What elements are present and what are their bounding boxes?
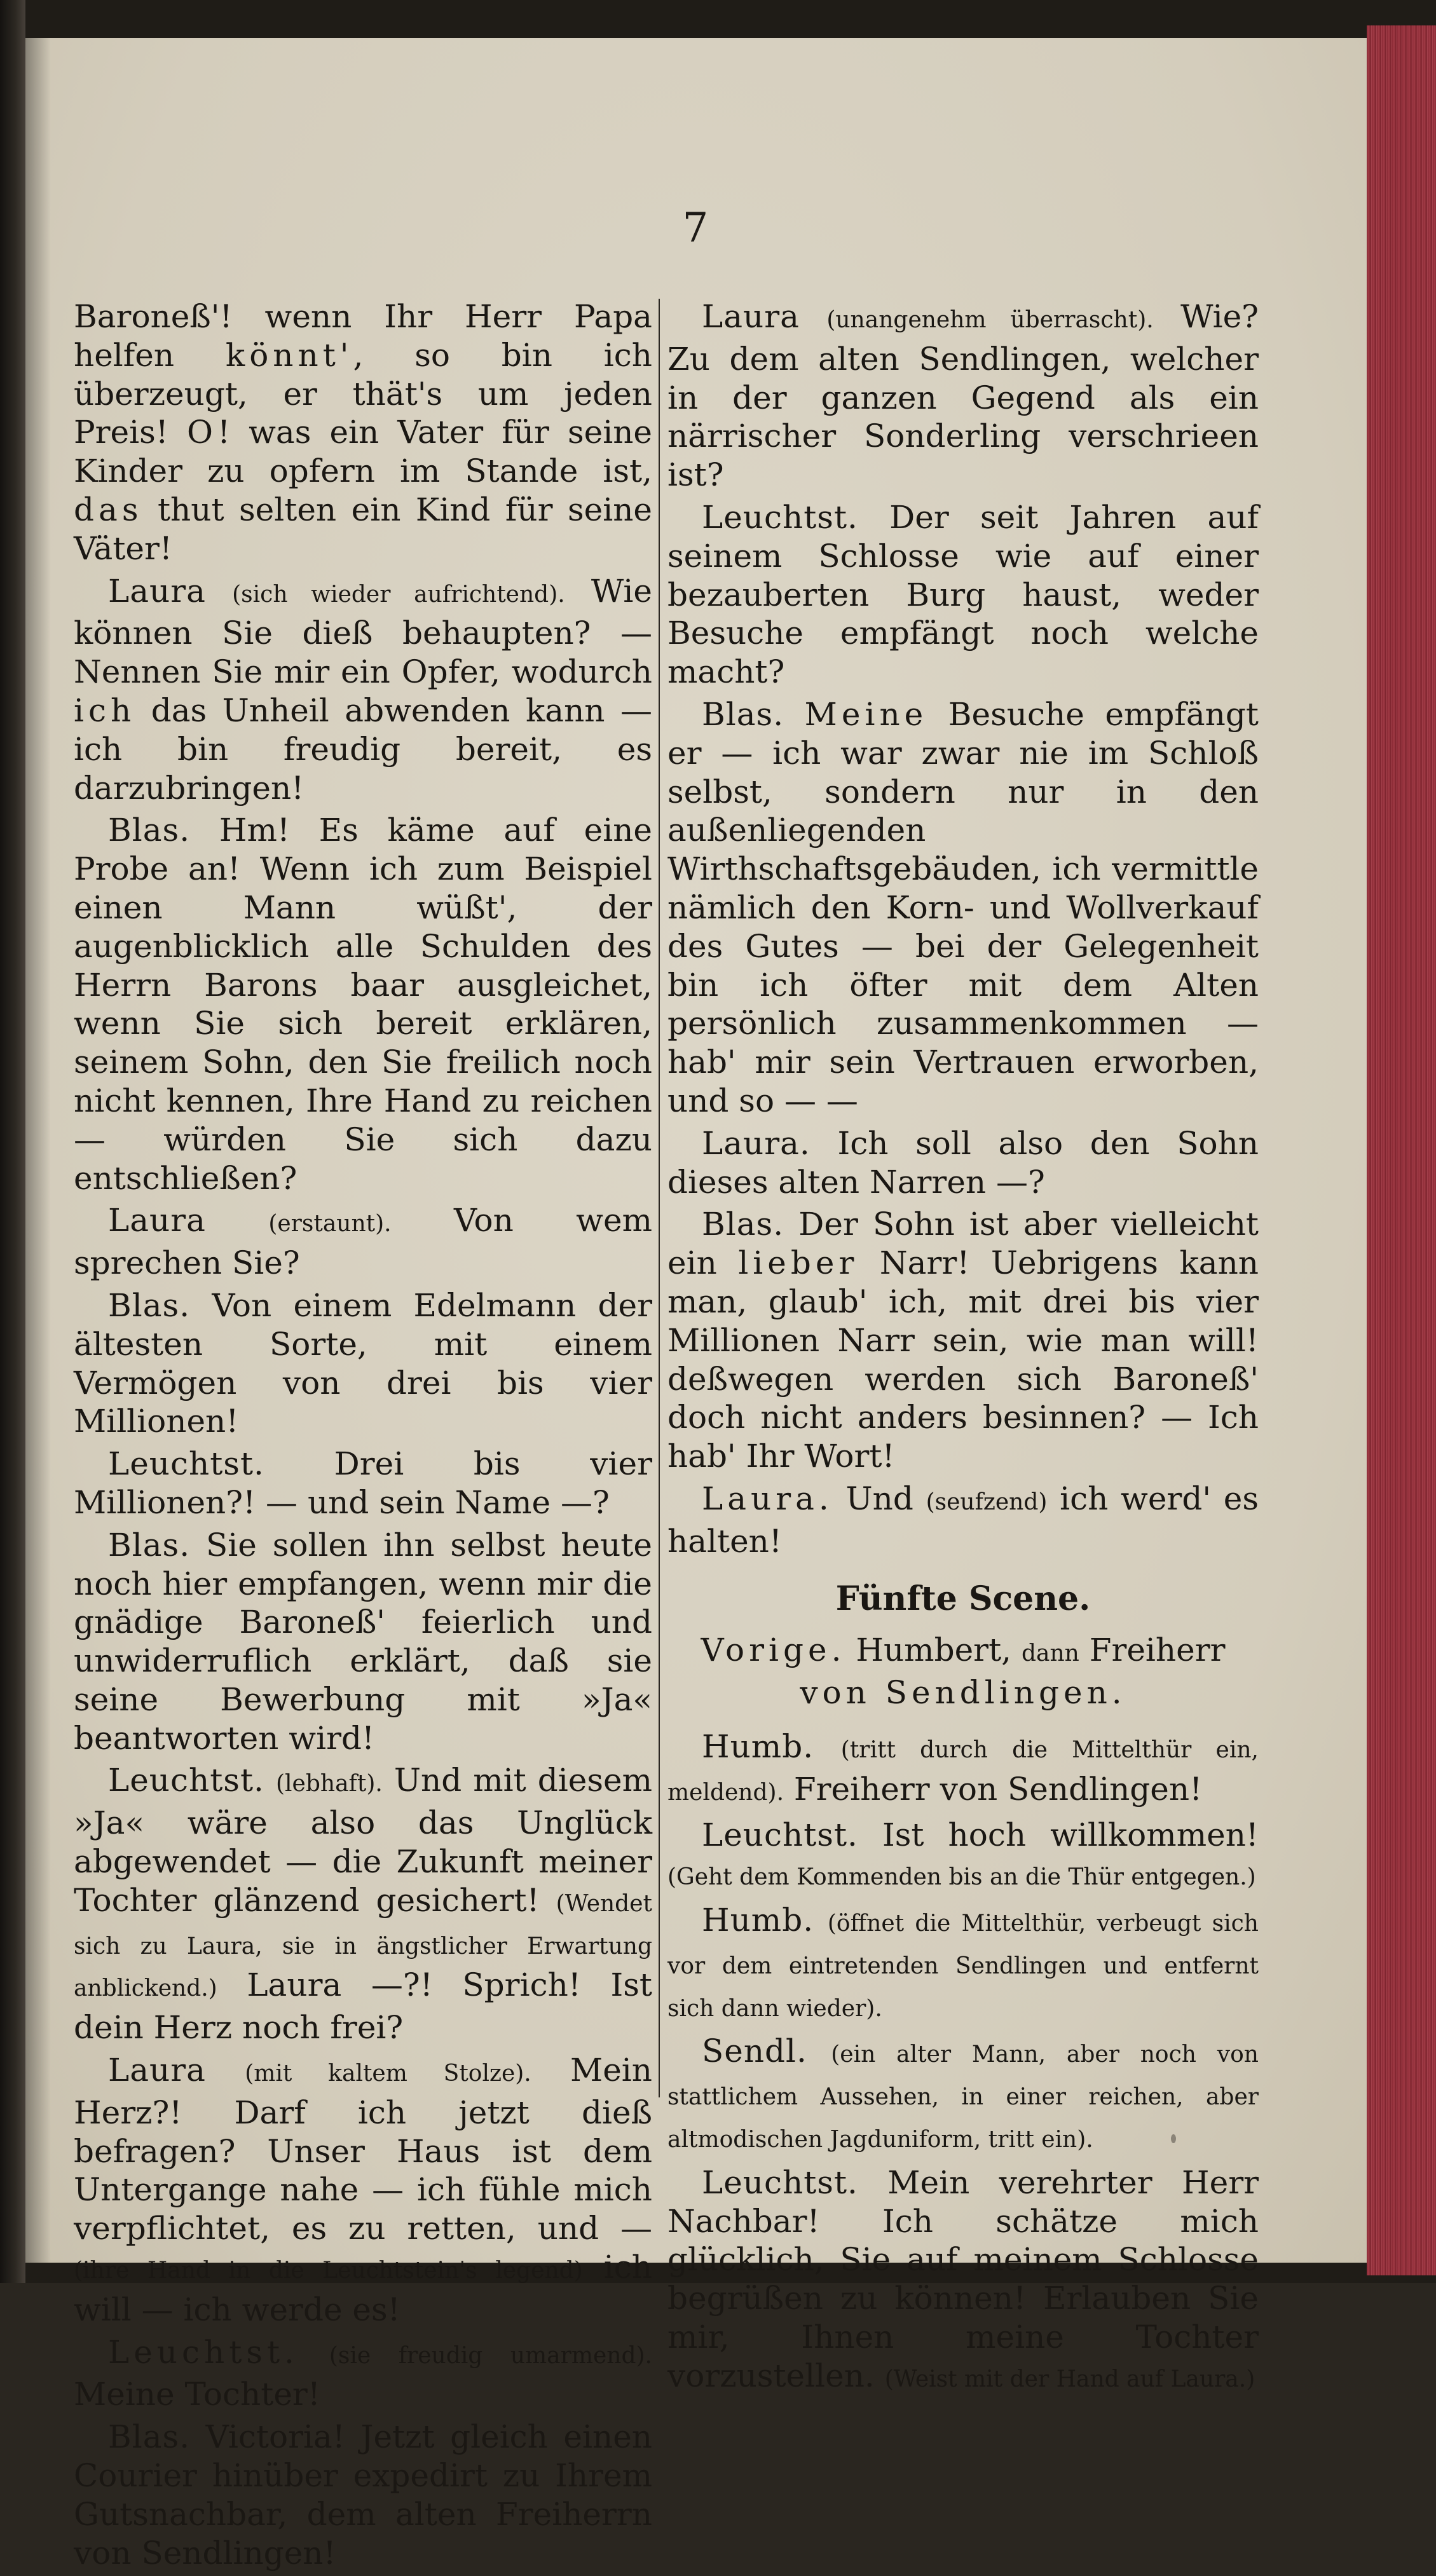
stage-direction: (sie freudig umarmend). xyxy=(329,2342,652,2369)
stage-direction: (Wendet sich zu Laura, sie in ängstlicher Erwartung anblickend.) xyxy=(74,1890,652,2002)
speaker-name: Blas. xyxy=(108,812,191,849)
speech-text: Der seit Jahren auf seinem Schlosse wie auf einer bezauberten Burg haust, weder Besuche empfängt noch welche macht? xyxy=(667,498,1259,691)
cast-name: von Sendlingen. xyxy=(800,1674,1126,1712)
speech-text: Drei bis vier Millionen?! — und sein Name —? xyxy=(74,1445,652,1521)
dialogue-blas xyxy=(74,2418,652,2572)
speaker-name: Leuchtst. xyxy=(702,2164,858,2201)
stage-direction: (ein alter Mann, aber noch von stattlichem Aussehen, in einer reichen, aber altmodischen Jagduniform, tritt ein). xyxy=(667,2041,1259,2153)
dialogue-blas xyxy=(667,1205,1259,1476)
left-column xyxy=(74,297,652,2576)
stage-direction: (Geht dem Kommenden bis an die Thür entgegen.) xyxy=(667,1864,1256,1891)
speaker-name: Laura xyxy=(702,298,800,335)
speaker-name: Leuchtst. xyxy=(702,498,858,536)
dialogue-blas xyxy=(74,1286,652,1441)
speech-text: ich werd' es halten! xyxy=(667,1480,1259,1560)
cast-previous: Vorige. xyxy=(701,1632,846,1669)
speaker-name: Humb. xyxy=(702,1728,814,1765)
speaker-name: Leuchtst. xyxy=(108,1445,264,1483)
text: ! was ein Vater für seine Kinder zu opfern im Stande ist, xyxy=(74,414,652,490)
speaker-name: Leuchtst. xyxy=(108,1762,264,1799)
speech-text: Freiherr von Sendlingen! xyxy=(784,1770,1203,1808)
speech-text: das Unheil abwenden kann — ich bin freudig bereit, es darzubringen! xyxy=(74,692,652,807)
spaced-word: könnt' xyxy=(225,336,353,374)
dialogue-humbert xyxy=(667,1728,1259,1813)
page-number: 7 xyxy=(682,205,710,252)
stage-direction: (öffnet die Mittelthür, verbeugt sich vor dem eintretenden Sendlingen und entfernt sich dann wieder). xyxy=(667,1911,1259,2022)
gutter-shadow xyxy=(25,38,51,2263)
spaced-word: O xyxy=(186,414,217,451)
spaced-word: Meine xyxy=(804,695,928,733)
stage-direction: (ihre Hand in die Leuchtstein's legend) xyxy=(74,2258,583,2284)
dialogue-sendlingen xyxy=(667,2032,1259,2159)
stage-direction: (Weist mit der Hand auf Laura.) xyxy=(884,2366,1255,2392)
speech-text: Meine Tochter! xyxy=(74,2376,320,2413)
speech-text: Wie können Sie dieß behaupten? — Nennen Sie mir ein Opfer, wodurch xyxy=(74,572,652,691)
speech-text: Der Sohn ist aber vielleicht ein xyxy=(667,1206,1259,1282)
spaced-word: das xyxy=(74,491,143,528)
dialogue-blas xyxy=(667,695,1259,1121)
speaker-name: Laura xyxy=(108,2052,206,2089)
speech-text: Von wem sprechen Sie? xyxy=(74,1202,652,1282)
stage-direction: (erstaunt). xyxy=(268,1211,392,1237)
paragraph-continuation xyxy=(74,297,652,568)
page-block-edge xyxy=(1367,25,1436,2275)
text: thut selten ein Kind für seine Väter! xyxy=(74,491,652,567)
dialogue-laura xyxy=(667,1124,1259,1202)
speech-text: Narr! Uebrigens kann man, glaub' ich, mit drei bis vier Millionen Narr sein, wie man will! deßwegen werden sich Baroneß' doch nicht anders besinnen? — Ich hab' Ihr Wort! xyxy=(667,1244,1259,1475)
speaker-name: Laura. xyxy=(702,1480,833,1517)
previous-page-edge xyxy=(0,0,25,2283)
stage-direction: (sich wieder aufrichtend). xyxy=(232,581,565,608)
stage-direction: (tritt durch die Mittelthür ein, meldend). xyxy=(667,1736,1259,1806)
dialogue-laura xyxy=(667,297,1259,494)
spaced-word: lieber xyxy=(738,1244,859,1282)
dialogue-blas xyxy=(74,1526,652,1758)
speech-text: Von einem Edelmann der ältesten Sorte, mit einem Vermögen von drei bis vier Millionen! xyxy=(74,1286,652,1440)
dialogue-laura xyxy=(74,1201,652,1283)
speaker-name: Laura xyxy=(108,1202,206,1239)
speech-text: Ist hoch willkommen! xyxy=(858,1816,1259,1854)
dialogue-humbert xyxy=(667,1901,1259,2028)
speech-text: Und xyxy=(833,1480,926,1517)
speech-text xyxy=(784,696,805,733)
speech-text: Laura —?! Sprich! Ist dein Herz noch frei? xyxy=(74,1966,652,2047)
stage-direction: (mit kaltem Stolze). xyxy=(245,2061,531,2087)
speech-text: Sie sollen ihn selbst heute noch hier empfangen, wenn mir die gnädige Baroneß' feierlich und unwiderruflich erklärt, daß sie seine Bewerbung mit »Ja« beantworten wird! xyxy=(74,1526,652,1757)
speaker-name: Blas. xyxy=(702,1206,784,1243)
column-divider xyxy=(659,299,660,2097)
cast-name: Freiherr xyxy=(1079,1632,1226,1669)
dialogue-leuchtstein xyxy=(74,1445,652,1522)
dialogue-laura xyxy=(74,2051,652,2329)
speech-text: Mein Herz?! Darf ich jetzt dieß befragen? Unser Haus ist dem Untergange nahe — ich fühle mich verpflichtet, es zu retten, und — xyxy=(74,2052,653,2247)
dialogue-leuchtstein xyxy=(74,2333,652,2415)
dialogue-leuchtstein xyxy=(74,1761,652,2047)
dialogue-leuchtstein xyxy=(667,498,1259,692)
text: , so bin ich überzeugt, er thät's um jeden Preis! xyxy=(74,336,652,451)
speaker-name: Sendl. xyxy=(702,2033,807,2070)
speech-text: Besuche empfängt er — ich war zwar nie im Schloß selbst, sondern nur in den außenliegenden Wirthschaftsgebäuden, ich vermittle nämlich den Korn- und Wollverkauf des Gutes — bei der Gelegenheit bin ich öfter mit dem Alten persönlich zusammenkommen — hab' mir sein Vertrauen erworben, und so — — xyxy=(667,695,1259,1119)
cast-name: Humbert, xyxy=(845,1632,1022,1669)
speech-text: Victoria! Jetzt gleich einen Courier hinüber expedirt zu Ihrem Gutsnachbar, dem alten Freiherrn von Sendlingen! xyxy=(74,2418,652,2572)
speech-text: Und mit diesem »Ja« wäre also das Unglück abgewendet — die Zukunft meiner Tochter glänzend gesichert! xyxy=(74,1762,652,1919)
speaker-name: Humb. xyxy=(702,1902,814,1939)
speech-text: Mein verehrter Herr Nachbar! Ich schätze mich glücklich, Sie auf meinem Schlosse begrüßen zu können! Erlauben Sie mir, Ihnen meine Tochter vorzustellen. xyxy=(667,2164,1259,2394)
book-page xyxy=(25,38,1367,2572)
speech-text: Wie? Zu dem alten Sendlingen, welcher in der ganzen Gegend als ein närrischer Sonderling verschrieen ist? xyxy=(667,298,1259,494)
speaker-name: Blas. xyxy=(108,2418,191,2456)
dialogue-leuchtstein xyxy=(667,1816,1259,1897)
speaker-name: Blas. xyxy=(108,1526,191,1564)
text: Baroneß'! wenn Ihr Herr Papa helfen xyxy=(74,298,652,374)
dialogue-leuchtstein xyxy=(667,2164,1259,2399)
stage-direction: dann xyxy=(1021,1640,1079,1667)
speech-text: Hm! Es käme auf eine Probe an! Wenn ich zum Beispiel einen Mann wüßt', der augenblicklich alle Schulden des Herrn Barons baar ausgleichet, wenn Sie sich bereit erklären, seinem Sohn, den Sie freilich noch nicht kennen, Ihre Hand zu reichen — würden Sie sich dazu entschließen? xyxy=(74,812,652,1197)
spaced-word: ich xyxy=(74,692,136,729)
speaker-name: Laura xyxy=(108,572,206,610)
speaker-name: Leuchtst. xyxy=(702,1816,858,1854)
dialogue-laura xyxy=(667,1480,1259,1561)
right-column xyxy=(667,297,1259,2403)
paper-speck xyxy=(1171,2134,1176,2143)
speaker-name: Leuchtst. xyxy=(108,2333,299,2371)
dialogue-blas xyxy=(74,811,652,1197)
speaker-name: Blas. xyxy=(108,1286,191,1324)
stage-direction: (unangenehm überrascht). xyxy=(826,307,1154,333)
speaker-name: Blas. xyxy=(702,695,784,733)
speech-text: ich will — ich werde es! xyxy=(74,2249,652,2328)
scene-cast xyxy=(667,1631,1259,1712)
stage-direction: (lebhaft). xyxy=(275,1771,383,1797)
speech-text: Ich soll also den Sohn dieses alten Narren —? xyxy=(667,1124,1259,1201)
dialogue-laura xyxy=(74,572,652,808)
stage-direction: (seufzend) xyxy=(926,1489,1048,1515)
speaker-name: Laura. xyxy=(702,1124,810,1162)
scene-heading: Fünfte Scene. xyxy=(835,1579,1091,1618)
